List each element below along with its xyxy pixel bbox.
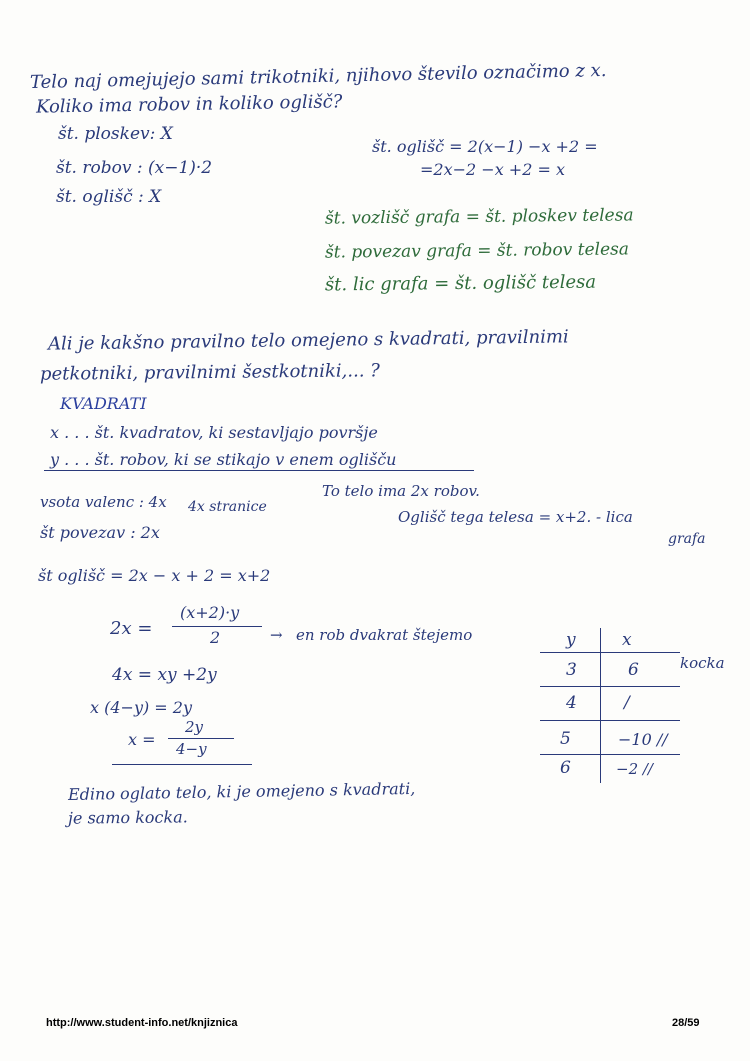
step-2: x (4−y) = 2y [90, 698, 193, 717]
footer-page-number: 28/59 [672, 1017, 700, 1029]
step-3-left: x = [128, 730, 156, 749]
edges-count: št. robov : (x−1)·2 [56, 158, 213, 178]
table-cell: 5 [560, 729, 571, 749]
graph-line-1: št. vozlišč grafa = št. ploskev telesa [324, 205, 634, 229]
table-row-rule [540, 720, 680, 721]
table-row-rule [540, 686, 680, 687]
equation-left: 2x = [110, 618, 153, 639]
step-3-denominator: 4−y [176, 740, 207, 758]
equation-numerator: (x+2)·y [180, 603, 240, 622]
vertex-calc-line-2: =2x−2 −x +2 = x [420, 160, 565, 179]
vertices-count: št. oglišč : X [56, 187, 162, 207]
faces-count: št. ploskev: X [58, 124, 173, 144]
table-row-rule [540, 754, 680, 755]
footer-url: http://www.student-info.net/knjiznica [46, 1017, 238, 1029]
step-3-numerator: 2y [185, 718, 204, 736]
equation-fraction-bar [172, 626, 262, 627]
intro-line-1: Telo naj omejujejo sami trikotniki, njihovo število označimo z x. [29, 59, 607, 94]
table-header-x: x [622, 630, 632, 650]
table-cell: 4 [566, 693, 577, 713]
conclusion-line-1: Edino oglato telo, ki je omejeno s kvadrati, [67, 778, 416, 805]
equation-denominator: 2 [210, 628, 221, 647]
table-cell: 3 [566, 660, 577, 680]
table-note-kocka: kocka [680, 654, 725, 672]
table-cell: / [624, 693, 630, 713]
degree-sum-note: 4x stranice [188, 499, 267, 515]
table-cell: −10 // [618, 730, 668, 749]
intro-line-2: Koliko ima robov in koliko oglišč? [35, 91, 343, 118]
step-3-underline [112, 764, 252, 765]
y-definition: y . . . št. robov, ki se stikajo v enem oglišču [50, 450, 397, 469]
question-line-1: Ali je kakšno pravilno telo omejeno s kvadrati, pravilnimi [47, 326, 569, 355]
equation-note: en rob dvakrat štejemo [296, 626, 473, 644]
vertex-calc-line-1: št. oglišč = 2(x−1) −x +2 = [372, 137, 598, 156]
vertices-derivation: št oglišč = 2x − x + 2 = x+2 [38, 566, 271, 585]
question-line-2: petkotniki, pravilnimi šestkotniki,... ? [39, 360, 380, 385]
table-header-rule [540, 652, 680, 653]
step-3-fraction-bar [168, 738, 234, 739]
arrow-icon: → [270, 626, 283, 644]
table-cell: 6 [560, 758, 571, 778]
conclusion-line-2: je samo kocka. [67, 807, 188, 828]
graph-line-3: št. lic grafa = št. oglišč telesa [324, 271, 597, 296]
vertices-note: Oglišč tega telesa = x+2. - lica [398, 508, 633, 526]
table-cell: −2 // [616, 760, 653, 778]
table-header-y: y [566, 630, 576, 650]
edges-count-line: št povezav : 2x [40, 523, 160, 542]
edges-note: To telo ima 2x robov. [322, 482, 480, 500]
graph-line-2: št. povezav grafa = št. robov telesa [324, 239, 630, 263]
table-cell: 6 [628, 660, 639, 680]
vertices-note-suffix: grafa [668, 531, 706, 547]
x-definition: x . . . št. kvadratov, ki sestavljajo površje [50, 423, 378, 442]
step-1: 4x = xy +2y [112, 665, 217, 685]
section-divider [44, 470, 474, 471]
section-title: KVADRATI [60, 394, 147, 413]
degree-sum: vsota valenc : 4x [40, 493, 167, 511]
